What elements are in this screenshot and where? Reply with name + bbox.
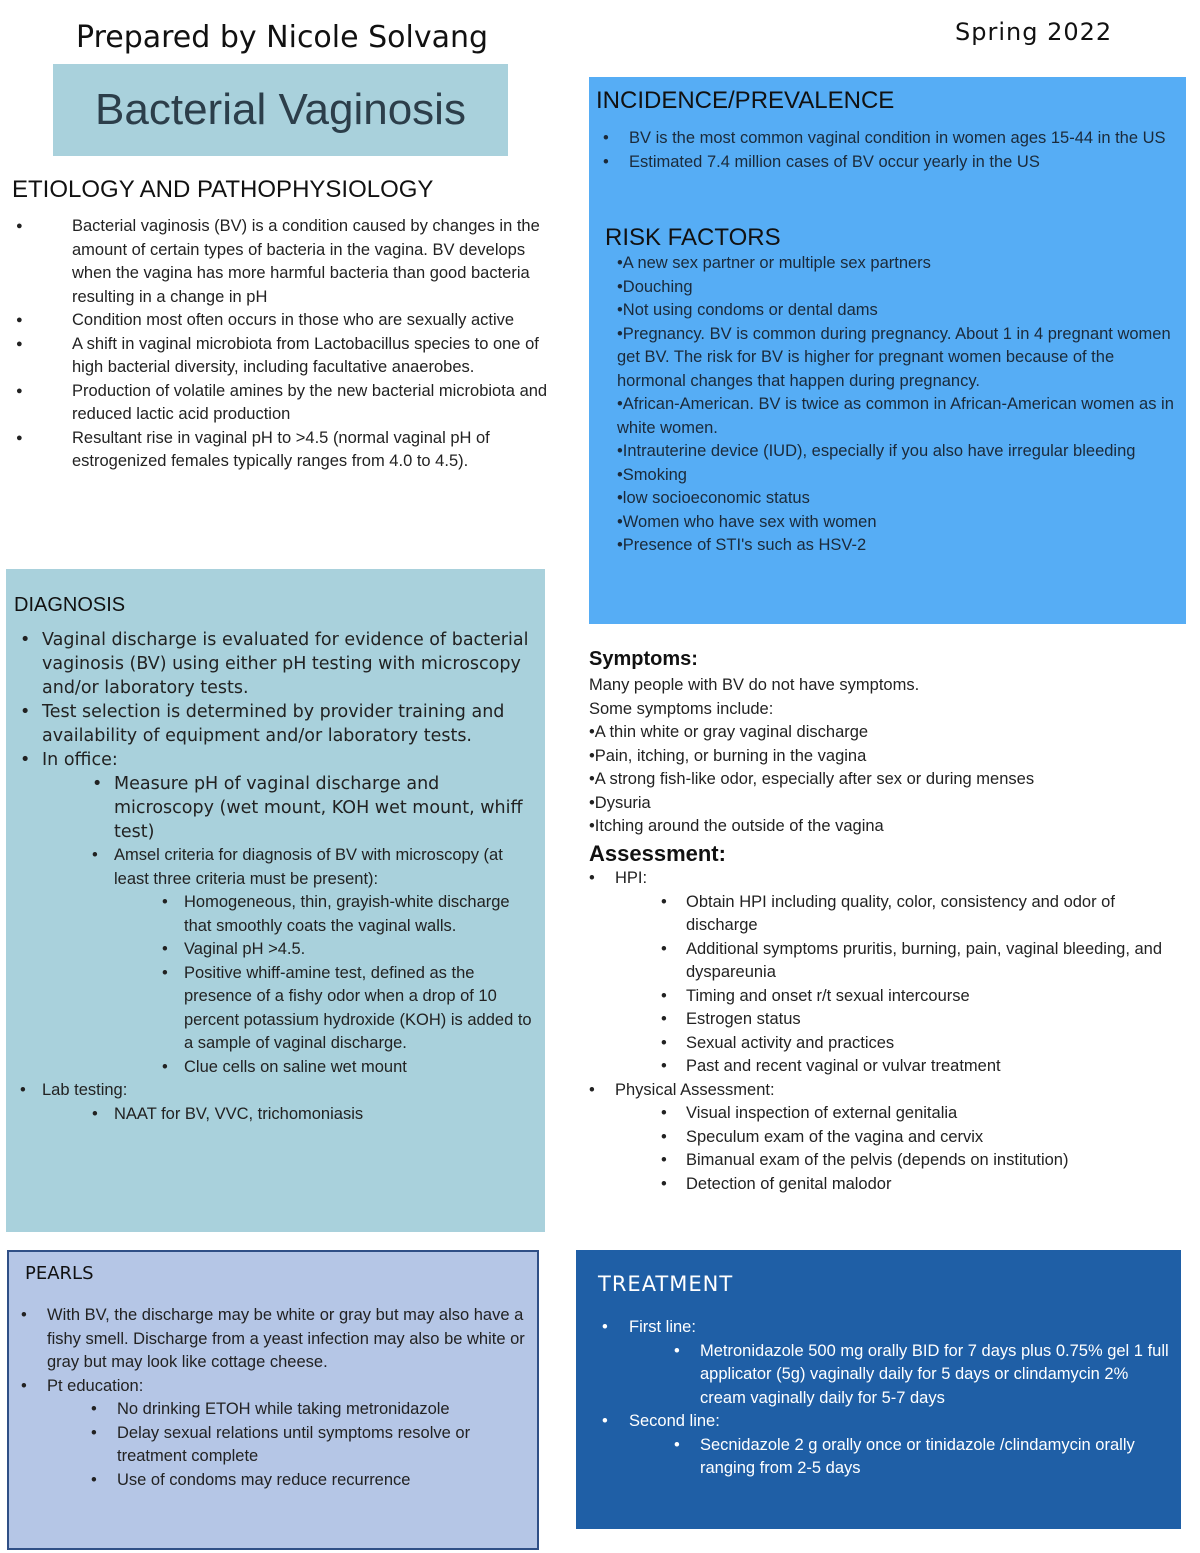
incidence-heading: INCIDENCE/PREVALENCE xyxy=(596,87,895,114)
etiology-heading: ETIOLOGY AND PATHOPHYSIOLOGY xyxy=(12,176,434,203)
list-item: • Positive whiff-amine test, defined as the presence of a fishy odor when a drop of 10 percent potassium hydroxide (KOH) is added to a sample of vaginal discharge. xyxy=(16,962,541,1056)
risk-factors-heading: RISK FACTORS xyxy=(605,224,781,251)
list-item: ● Production of volatile amines by the new bacterial microbiota and reduced lactic acid production xyxy=(14,380,549,427)
list-item: • Obtain HPI including quality, color, consistency and odor of discharge xyxy=(589,891,1189,938)
list-item: • Past and recent vaginal or vulvar treatment xyxy=(589,1055,1189,1079)
list-item: • Timing and onset r/t sexual intercourse xyxy=(589,985,1189,1009)
list-item: • Estrogen status xyxy=(589,1008,1189,1032)
author-line: Prepared by Nicole Solvang xyxy=(76,20,489,55)
list-item: •Pain, itching, or burning in the vagina xyxy=(589,746,867,765)
list-item: • Bimanual exam of the pelvis (depends on institution) xyxy=(589,1149,1189,1173)
list-item: Many people with BV do not have symptoms. xyxy=(589,676,920,694)
list-item: • Visual inspection of external genitalia xyxy=(589,1102,1189,1126)
etiology-list xyxy=(14,215,549,474)
list-item: •Pregnancy. BV is common during pregnancy. About 1 in 4 pregnant women get BV. The risk for BV is higher for pregnant women because of the hormonal changes that happen during pregnancy. xyxy=(617,324,1171,390)
list-item: •Dysuria xyxy=(589,793,651,812)
list-item: • NAAT for BV, VVC, trichomoniasis xyxy=(16,1103,541,1127)
list-item: •A strong fish-like odor, especially after sex or during menses xyxy=(589,770,1035,788)
pearls-panel xyxy=(7,1250,539,1550)
list-item: ● Condition most often occurs in those who are sexually active xyxy=(14,309,549,333)
list-item: •Intrauterine device (IUD), especially if you also have irregular bleeding xyxy=(617,442,1136,460)
list-item: • Use of condoms may reduce recurrence xyxy=(17,1469,527,1493)
incidence-list xyxy=(603,127,1173,174)
list-item: • Clue cells on saline wet mount xyxy=(16,1056,541,1080)
list-item: • Amsel criteria for diagnosis of BV with microscopy (at least three criteria must be present): xyxy=(16,844,541,891)
diagnosis-heading: DIAGNOSIS xyxy=(14,594,126,616)
list-item: • Second line: xyxy=(602,1410,1172,1434)
list-item: ● Bacterial vaginosis (BV) is a condition caused by changes in the amount of certain types of bacteria in the vagina. BV develops when the vagina has more harmful bacteria than good bacteria resulting in a change in pH xyxy=(14,215,549,309)
diagnosis-list xyxy=(16,628,541,1126)
treatment-panel xyxy=(576,1250,1181,1529)
list-item: • No drinking ETOH while taking metronidazole xyxy=(17,1398,527,1422)
symptoms-heading: Symptoms: xyxy=(589,648,698,670)
list-item: •Not using condoms or dental dams xyxy=(617,301,878,319)
list-item: • Detection of genital malodor xyxy=(589,1173,1189,1197)
term-label: Spring 2022 xyxy=(955,18,1113,46)
page-title: Bacterial Vaginosis xyxy=(95,85,466,134)
list-item: • Secnidazole 2 g orally once or tinidazole /clindamycin orally ranging from 2-5 days xyxy=(602,1434,1172,1481)
list-item: •A thin white or gray vaginal discharge xyxy=(589,723,869,741)
list-item: • Homogeneous, thin, grayish-white discharge that smoothly coats the vaginal walls. xyxy=(16,891,541,938)
treatment-list xyxy=(602,1316,1172,1481)
list-item: • Pt education: xyxy=(17,1375,527,1399)
list-item: ● Resultant rise in vaginal pH to >4.5 (normal vaginal pH of estrogenized females typically ranges from 4.0 to 4.5). xyxy=(14,427,549,474)
list-item: •Douching xyxy=(617,277,693,296)
list-item: •Presence of STI's such as HSV-2 xyxy=(617,536,867,554)
list-item: ● A shift in vaginal microbiota from Lactobacillus species to one of high bacterial diversity, including facultative anaerobes. xyxy=(14,333,549,380)
list-item: • Speculum exam of the vagina and cervix xyxy=(589,1126,1189,1150)
list-item: • Vaginal discharge is evaluated for evidence of bacterial vaginosis (BV) using either pH testing with microscopy and/or laboratory tests. xyxy=(16,628,541,700)
pearls-heading: PEARLS xyxy=(25,1263,94,1284)
symptoms-list xyxy=(589,674,1189,839)
list-item: • Measure pH of vaginal discharge and microscopy (wet mount, KOH wet mount, whiff test) xyxy=(16,772,541,844)
list-item: • Physical Assessment: xyxy=(589,1079,1189,1103)
list-item: • Delay sexual relations until symptoms resolve or treatment complete xyxy=(17,1422,527,1469)
list-item: • Metronidazole 500 mg orally BID for 7 days plus 0.75% gel 1 full applicator (5g) vaginally daily for 5 days or clindamycin 2% cream vaginally daily for 5-7 days xyxy=(602,1340,1172,1411)
title-banner xyxy=(53,64,508,156)
list-item: • Lab testing: xyxy=(16,1079,541,1103)
list-item: •Women who have sex with women xyxy=(617,512,877,531)
list-item: • HPI: xyxy=(589,867,1189,891)
list-item: • Vaginal pH >4.5. xyxy=(16,938,541,962)
list-item: Some symptoms include: xyxy=(589,699,774,718)
list-item: •African-American. BV is twice as common in African-American women as in white women. xyxy=(617,395,1174,437)
list-item: • First line: xyxy=(602,1316,1172,1340)
list-item: • BV is the most common vaginal condition in women ages 15-44 in the US xyxy=(603,127,1173,151)
assessment-heading: Assessment: xyxy=(589,841,726,866)
assessment-list xyxy=(589,867,1189,1196)
list-item: •low socioeconomic status xyxy=(617,489,810,507)
treatment-heading: TREATMENT xyxy=(598,1272,734,1296)
list-item: • In office: xyxy=(16,748,541,772)
list-item: • Estimated 7.4 million cases of BV occur yearly in the US xyxy=(603,151,1173,175)
list-item: • Additional symptoms pruritis, burning, pain, vaginal bleeding, and dyspareunia xyxy=(589,938,1189,985)
incidence-risk-panel xyxy=(589,77,1186,624)
list-item: •Itching around the outside of the vagina xyxy=(589,817,884,835)
list-item: • Test selection is determined by provider training and availability of equipment and/or laboratory tests. xyxy=(16,700,541,748)
diagnosis-panel xyxy=(6,569,545,1232)
risk-factors-list xyxy=(617,252,1177,558)
list-item: • With BV, the discharge may be white or gray but may also have a fishy smell. Discharge from a yeast infection may also be white or gray but may look like cottage cheese. xyxy=(17,1304,527,1375)
pearls-list xyxy=(17,1304,527,1492)
list-item: • Sexual activity and practices xyxy=(589,1032,1189,1056)
list-item: •A new sex partner or multiple sex partners xyxy=(617,254,931,272)
list-item: •Smoking xyxy=(617,465,687,484)
